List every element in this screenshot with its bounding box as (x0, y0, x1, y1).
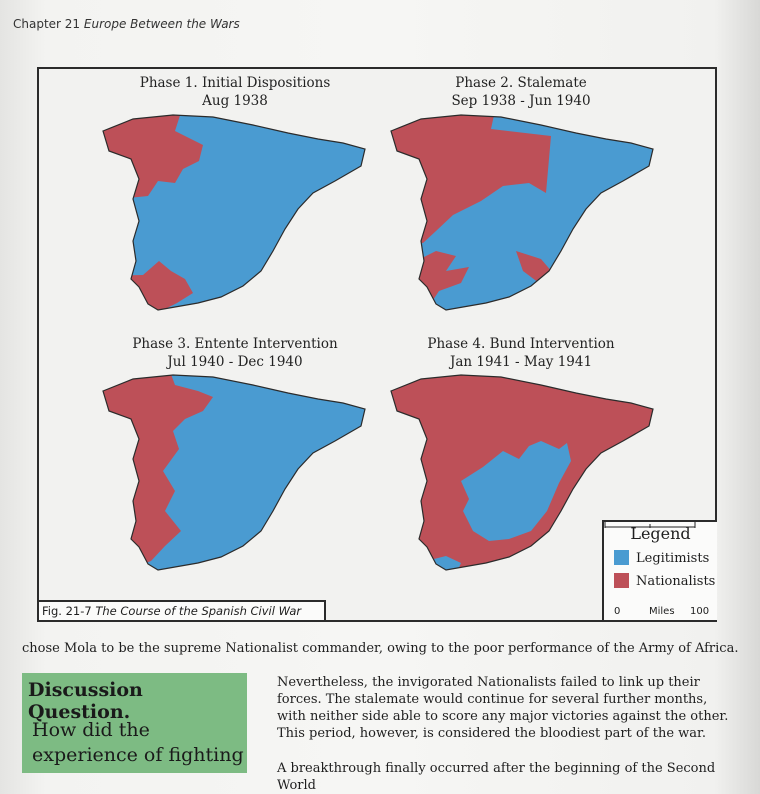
discussion-question: How did the experience of fighting (32, 719, 244, 766)
phase-3-title (85, 335, 385, 371)
body-text-line: chose Mola to be the supreme Nationalist commander, owing to the poor performance of the Army of Africa. (22, 641, 739, 656)
legitimists-swatch (614, 550, 629, 565)
map-phase-1 (98, 106, 378, 321)
phase-3-name: Phase 3. Entente Intervention (132, 336, 338, 352)
phase-1-date: Aug 1938 (202, 93, 268, 109)
legend-label-legitimists: Legitimists (636, 551, 710, 566)
phase-2-name: Phase 2. Stalemate (455, 75, 587, 91)
phase-2-title (371, 74, 671, 110)
scale-start: 0 (614, 606, 621, 617)
scale-unit: Miles (649, 606, 675, 617)
legend-item-nationalists (614, 573, 715, 589)
phase-1-title (85, 74, 385, 110)
map-phase-2 (386, 106, 666, 321)
page-header (13, 17, 240, 31)
map-phase-3 (98, 366, 378, 581)
caption-label: Fig. 21-7 (42, 604, 92, 618)
body-paragraph-2: A breakthrough finally occurred after the beginning of the Second World (277, 761, 716, 793)
body-paragraph-1: Nevertheless, the invigorated Nationalists failed to link up their forces. The stalemate would continue for several further months, with neither side able to score any major victories against the other. This period, however, is considered the bloodiest part of the war. (277, 675, 729, 741)
phase-1-name: Phase 1. Initial Dispositions (139, 75, 331, 91)
chapter-title: Europe Between the Wars (83, 17, 240, 31)
phase-3-date: Jul 1940 - Dec 1940 (167, 354, 303, 370)
scale-bar (604, 522, 696, 528)
discussion-heading: Discussion Question. (28, 679, 143, 723)
phase-2-date: Sep 1938 - Jun 1940 (451, 93, 591, 109)
legend-title: Legend (630, 524, 691, 543)
scale-end: 100 (690, 606, 710, 617)
legend-label-nationalists: Nationalists (636, 574, 716, 589)
map-legend (602, 520, 717, 620)
nationalists-swatch (614, 573, 629, 588)
phase-4-date: Jan 1941 - May 1941 (449, 354, 593, 370)
legend-item-legitimists (614, 550, 709, 566)
caption-title: The Course of the Spanish Civil War (95, 604, 302, 618)
figure-caption (39, 600, 326, 620)
figure-spanish-civil-war (37, 67, 717, 622)
phase-4-title (371, 335, 671, 371)
phase-4-name: Phase 4. Bund Intervention (427, 336, 615, 352)
chapter-number: Chapter 21 (13, 17, 81, 31)
discussion-question-box (22, 673, 247, 773)
